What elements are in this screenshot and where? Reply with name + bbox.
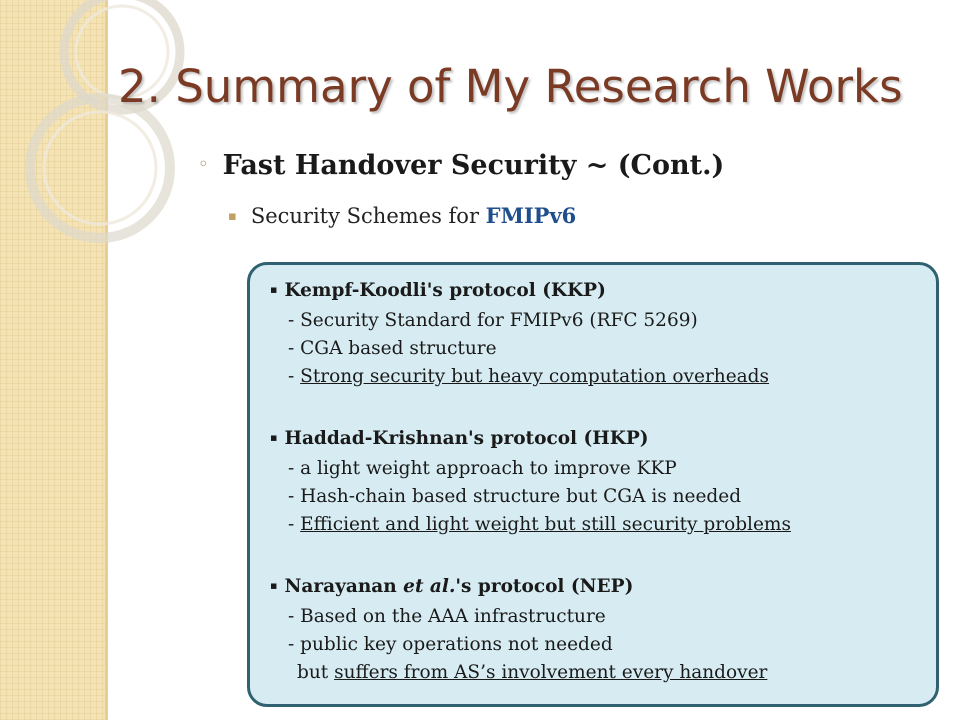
level2-highlight: FMIPv6 xyxy=(485,203,577,228)
square-bullet-icon: ▪ xyxy=(228,209,237,224)
protocol-detail: - Security Standard for FMIPv6 (RFC 5269) xyxy=(288,310,698,331)
protocol-item-nep xyxy=(270,573,767,687)
square-bullet-icon: ▪ xyxy=(270,579,278,592)
underlined-summary: Strong security but heavy computation overheads xyxy=(300,366,770,387)
level2-bullet-line xyxy=(228,203,576,228)
level1-bullet-line xyxy=(198,150,724,181)
protocol-heading: ▪ Haddad-Krishnan's protocol (HKP) xyxy=(270,428,649,449)
protocol-detail: - Hash-chain based structure but CGA is needed xyxy=(288,486,742,507)
square-bullet-icon: ▪ xyxy=(270,431,278,444)
page-title: 2. Summary of My Research Works xyxy=(118,60,903,113)
protocol-heading: ▪ Kempf-Koodli's protocol (KKP) xyxy=(270,280,606,301)
underlined-summary: suffers from AS’s involvement every handover xyxy=(334,662,768,683)
protocol-detail: - Strong security but heavy computation overheads xyxy=(288,366,770,387)
protocols-callout-box xyxy=(247,262,939,707)
protocol-item-hkp xyxy=(270,425,791,539)
protocol-detail: - Based on the AAA infrastructure xyxy=(288,606,606,627)
protocol-detail: - CGA based structure xyxy=(288,338,497,359)
protocol-detail: - a light weight approach to improve KKP xyxy=(288,458,677,479)
protocol-heading: ▪ Narayanan et al.'s protocol (NEP) xyxy=(270,576,634,597)
protocol-detail: - Efficient and light weight but still security problems xyxy=(288,514,791,535)
protocol-item-kkp xyxy=(270,277,769,391)
hollow-circle-bullet-icon: ◦ xyxy=(198,154,209,175)
protocol-detail: - public key operations not needed xyxy=(288,634,613,655)
level1-text: Fast Handover Security ~ (Cont.) xyxy=(222,150,725,181)
underlined-summary: Efficient and light weight but still security problems xyxy=(300,514,791,535)
level2-text: Security Schemes for xyxy=(250,204,486,228)
square-bullet-icon: ▪ xyxy=(270,283,278,296)
protocol-detail: but suffers from AS’s involvement every handover xyxy=(297,662,768,683)
